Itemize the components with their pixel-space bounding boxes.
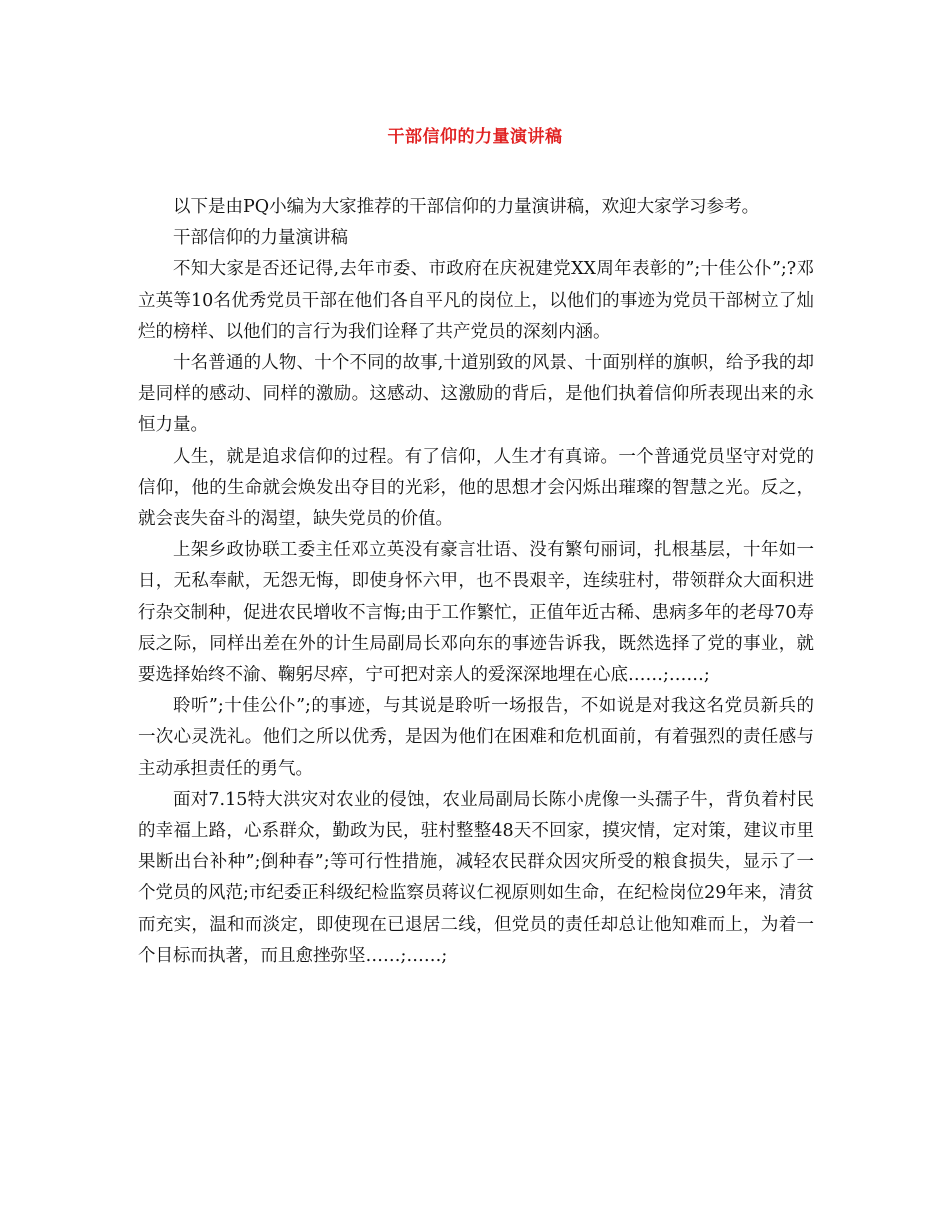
paragraph-4: 上架乡政协联工委主任邓立英没有豪言壮语、没有繁句丽词，扎根基层，十年如一日，无私奉献，无怨无悔，即使身怀六甲，也不畏艰辛，连续驻村，带领群众大面积进行杂交制种，促进农民增收不言悔;由于工作繁忙，正值年近古稀、患病多年的老母70寿辰之际，同样出差在外的计生局副局长邓向东的事迹告诉我，既然选择了党的事业，就要选择始终不渝、鞠躬尽瘁，宁可把对亲人的爱深深地埋在心底……;……; <box>138 540 814 686</box>
document-body <box>138 192 814 972</box>
paragraph-6: 面对7.15特大洪灾对农业的侵蚀，农业局副局长陈小虎像一头孺子牛，背负着村民的幸福上路，心系群众，勤政为民，驻村整整48天不回家，摸灾情，定对策，建议市里果断出台补种”;倒种春”;等可行性措施，减轻农民群众因灾所受的粮食损失，显示了一个党员的风范;市纪委正科级纪检监察员蒋议仁视原则如生命，在纪检岗位29年来，清贫而充实，温和而淡定，即使现在已退居二线，但党员的责任却总让他知难而上，为着一个目标而执著，而且愈挫弥坚……;……; <box>138 789 814 966</box>
paragraph-subtitle: 干部信仰的力量演讲稿 <box>173 228 348 249</box>
paragraph-2: 十名普通的人物、十个不同的故事,十道别致的风景、十面别样的旗帜，给予我的却是同样的感动、同样的激励。这感动、这激励的背后，是他们执着信仰所表现出来的永恒力量。 <box>138 353 814 436</box>
paragraph-3: 人生，就是追求信仰的过程。有了信仰，人生才有真谛。一个普通党员坚守对党的信仰，他的生命就会焕发出夺目的光彩，他的思想才会闪烁出璀璨的智慧之光。反之，就会丧失奋斗的渴望，缺失党员的价值。 <box>138 446 814 530</box>
paragraph-intro: 以下是由PQ小编为大家推荐的干部信仰的力量演讲稿，欢迎大家学习参考。 <box>173 197 760 217</box>
paragraph-1: 不知大家是否还记得,去年市委、市政府在庆祝建党XX周年表彰的”;十佳公仆”;?邓立英等10名优秀党员干部在他们各自平凡的岗位上，以他们的事迹为党员干部树立了灿烂的榜样、以他们的言行为我们诠释了共产党员的深刻内涵。 <box>138 259 814 342</box>
page-title: 干部信仰的力量演讲稿 <box>387 127 563 147</box>
paragraph-5: 聆听”;十佳公仆”;的事迹，与其说是聆听一场报告，不如说是对我这名党员新兵的一次心灵洗礼。他们之所以优秀，是因为他们在困难和危机面前，有着强烈的责任感与主动承担责任的勇气。 <box>138 696 814 779</box>
